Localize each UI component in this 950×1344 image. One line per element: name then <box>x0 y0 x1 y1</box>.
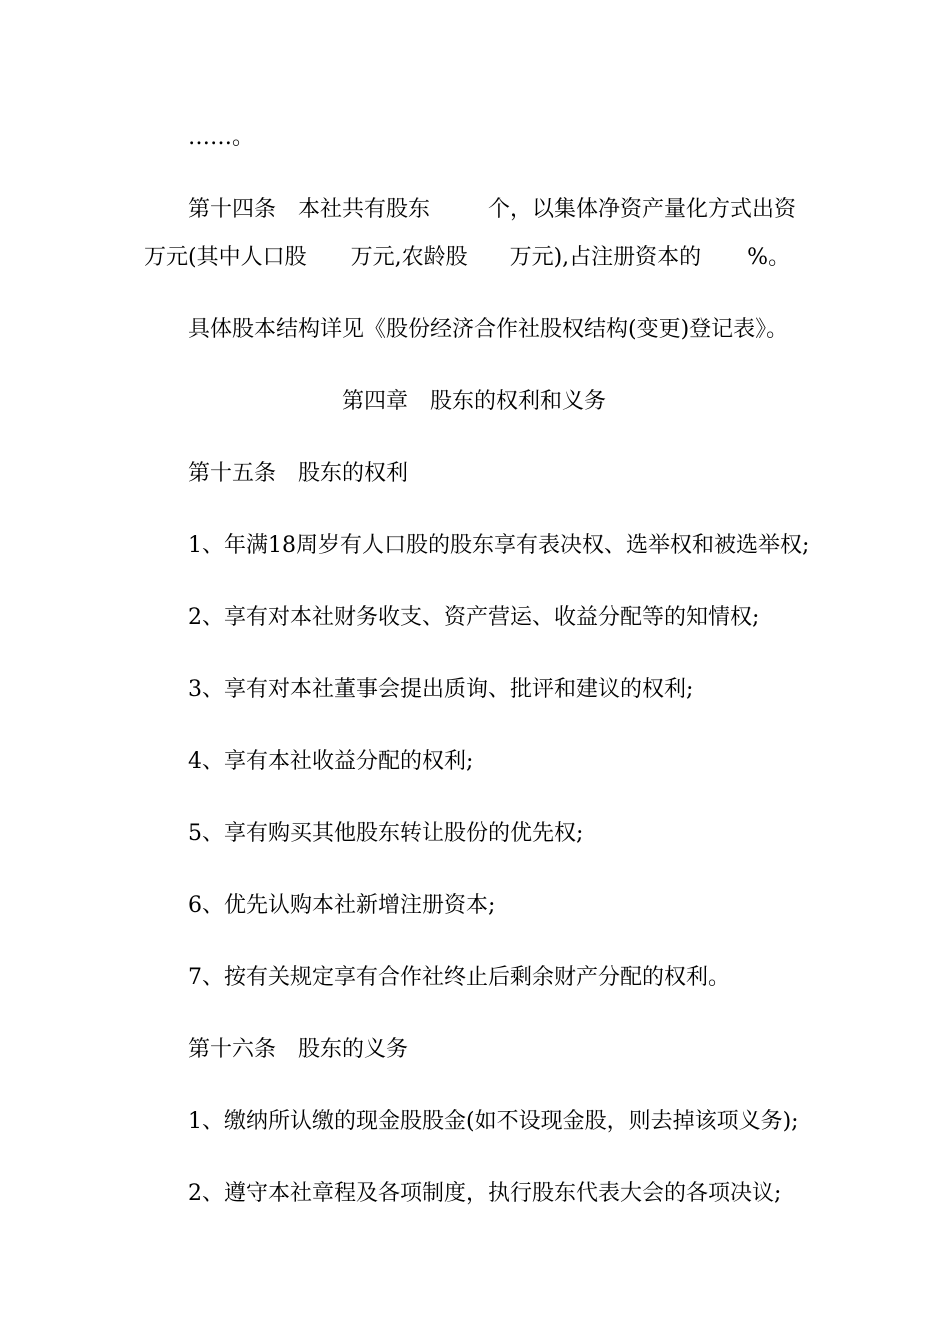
article-15-item-2: 2、享有对本社财务收支、资产营运、收益分配等的知情权; <box>188 605 760 630</box>
article-15-item-1: 1、年满18周岁有人口股的股东享有表决权、选举权和被选举权; <box>188 533 810 558</box>
equity-structure-line: 具体股本结构详见《股份经济合作社股权结构(变更)登记表》。 <box>188 317 789 342</box>
article-16-item-2: 2、遵守本社章程及各项制度，执行股东代表大会的各项决议; <box>188 1181 782 1206</box>
article-15-title: 第十五条 股东的权利 <box>188 461 409 486</box>
article-14-line-1 <box>188 195 796 225</box>
article-14-line-2 <box>144 243 790 273</box>
article-15-item-5: 5、享有购买其他股东转让股份的优先权; <box>188 821 584 846</box>
ellipsis-line: ……。 <box>188 125 255 150</box>
chapter-title: 第四章 股东的权利和义务 <box>342 389 607 414</box>
article-16-title: 第十六条 股东的义务 <box>188 1037 409 1062</box>
article-14-text-d: 万元,农龄股 <box>350 245 468 270</box>
article-15-item-6: 6、优先认购本社新增注册资本; <box>188 893 496 918</box>
article-14-text-b: 个，以集体净资产量化方式出资 <box>488 197 797 222</box>
article-14-text-c: 万元(其中人口股 <box>144 245 307 270</box>
article-15-item-4: 4、享有本社收益分配的权利; <box>188 749 474 774</box>
article-14-text-f: %。 <box>747 245 791 270</box>
article-16-item-1: 1、缴纳所认缴的现金股股金(如不设现金股，则去掉该项义务); <box>188 1109 799 1134</box>
article-14-text-e: 万元),占注册资本的 <box>509 245 702 270</box>
article-15-item-7: 7、按有关规定享有合作社终止后剩余财产分配的权利。 <box>188 965 730 990</box>
article-14-text-a: 第十四条 本社共有股东 <box>188 197 431 222</box>
article-15-item-3: 3、享有对本社董事会提出质询、批评和建议的权利; <box>188 677 694 702</box>
